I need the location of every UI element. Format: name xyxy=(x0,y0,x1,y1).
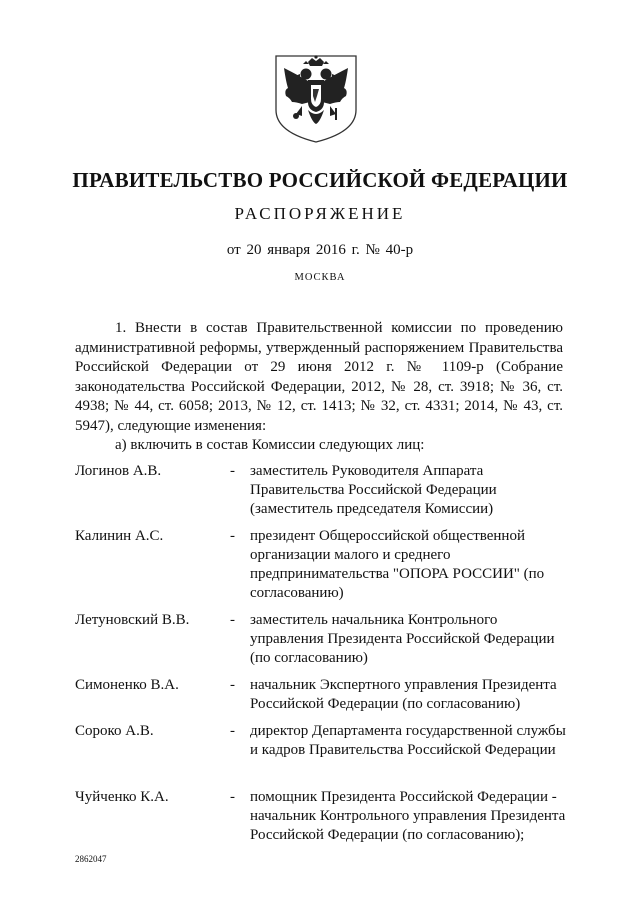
document-place: МОСКВА xyxy=(294,272,346,283)
government-title: ПРАВИТЕЛЬСТВО РОССИЙСКОЙ ФЕДЕРАЦИИ xyxy=(72,168,568,192)
coat-of-arms-emblem xyxy=(272,52,360,144)
member-role: директор Департамента государственной службы и кадров Правительства Российской Федерации xyxy=(250,723,566,758)
member-name: Калинин А.С. xyxy=(75,528,164,544)
member-name: Летуновский В.В. xyxy=(75,612,190,628)
document-date-number: от 20 января 2016 г. № 40-р xyxy=(226,242,414,258)
member-role: помощник Президента Российской Федерации - начальник Контрольного управления Президента Российской Федерации (по согласованию); xyxy=(250,789,566,843)
member-dash: - xyxy=(230,528,235,544)
member-role: заместитель начальника Контрольного управления Президента Российской Федерации (по согласованию) xyxy=(250,612,555,666)
member-role: президент Общероссийской общественной организации малого и среднего предпринимательства "ОПОРА РОССИИ" (по согласованию) xyxy=(250,528,545,601)
member-name: Сороко А.В. xyxy=(75,723,154,739)
document-code: 2862047 xyxy=(75,854,107,864)
member-dash: - xyxy=(230,677,235,693)
paragraph-1: 1. Внести в состав Правительственной комиссии по проведению административной реформы, утвержденный распоряжением Правительства Российской Федерации от 29 июня 2012 г. № 1109-р (Собрание законодательства Российской Федерации, 2012, № 28, ст. 3918; № 36, ст. 4938; № 44, ст. 6058; 2013, № 12, ст. 1413; № 32, ст. 4331; 2014, № 43, ст. 5947), следующие изменения: xyxy=(75,320,563,434)
member-name: Чуйченко К.А. xyxy=(75,789,169,805)
member-role: заместитель Руководителя Аппарата Правительства Российской Федерации (заместитель председателя Комиссии) xyxy=(250,463,497,517)
document-type: РАСПОРЯЖЕНИЕ xyxy=(234,204,406,223)
subparagraph-a: а) включить в состав Комиссии следующих лиц: xyxy=(115,437,425,453)
member-dash: - xyxy=(230,723,235,739)
member-name: Логинов А.В. xyxy=(75,463,162,479)
member-dash: - xyxy=(230,612,235,628)
member-dash: - xyxy=(230,463,235,479)
member-name: Симоненко В.А. xyxy=(75,677,179,693)
member-dash: - xyxy=(230,789,235,805)
member-role: начальник Экспертного управления Президента Российской Федерации (по согласованию) xyxy=(250,677,557,712)
